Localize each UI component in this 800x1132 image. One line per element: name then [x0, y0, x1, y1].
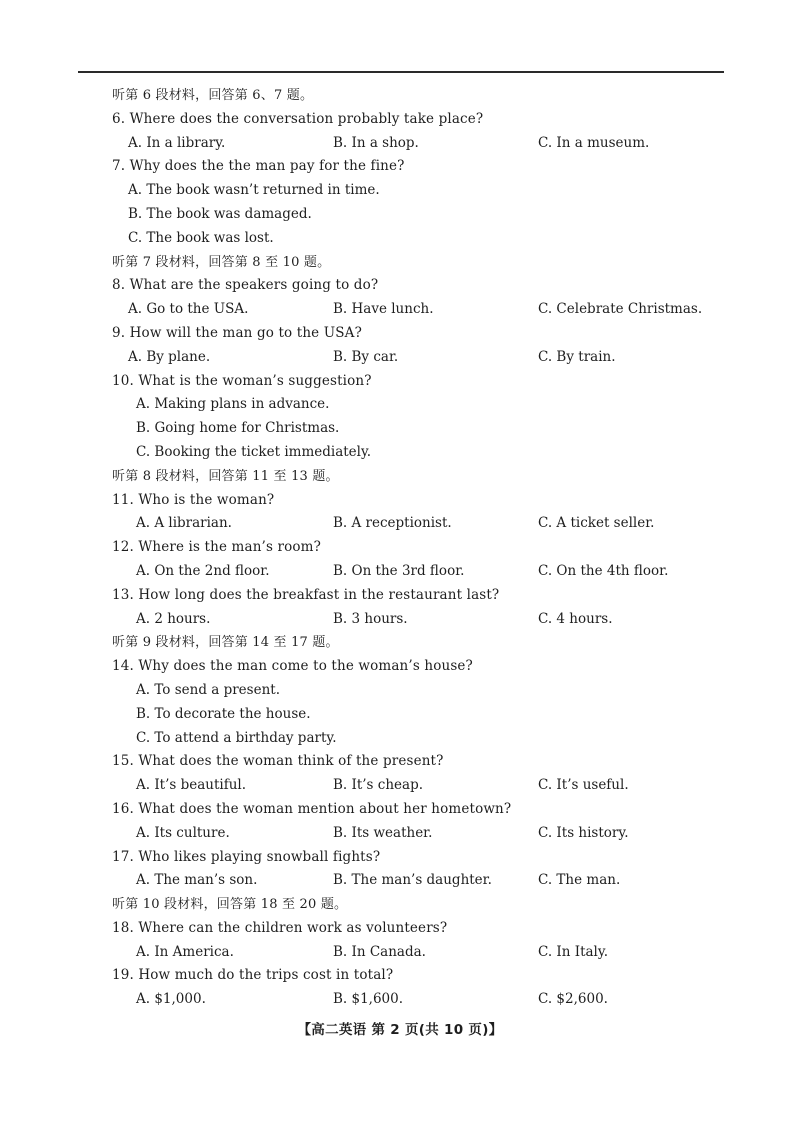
- page-footer: 【高二英语 第 2 页(共 10 页)】: [297, 1022, 503, 1038]
- option-11b: B. A receptionist.: [333, 515, 452, 532]
- question-11: 11. Who is the woman?: [112, 491, 275, 508]
- option-9a: A. By plane.: [128, 348, 211, 365]
- options-row-18: [112, 941, 712, 965]
- option-18a: A. In America.: [136, 943, 234, 960]
- options-row-6: [112, 132, 712, 156]
- option-6c: C. In a museum.: [538, 134, 650, 151]
- option-19b: B. $1,600.: [333, 991, 404, 1008]
- question-14: 14. Why does the man come to the woman’s house?: [112, 658, 473, 675]
- option-15a: A. It’s beautiful.: [136, 777, 247, 794]
- question-10: 10. What is the woman’s suggestion?: [112, 372, 372, 389]
- section-heading-7: 听第 7 段材料，回答第 8 至 10 题。: [112, 254, 331, 270]
- option-15c: C. It’s useful.: [538, 777, 629, 794]
- options-row-8: [112, 298, 712, 322]
- question-8: 8. What are the speakers going to do?: [112, 277, 379, 294]
- exam-content: [112, 84, 712, 1012]
- option-14c: C. To attend a birthday party.: [136, 729, 337, 746]
- section-heading-6: 听第 6 段材料，回答第 6、7 题。: [112, 88, 314, 103]
- option-13b: B. 3 hours.: [333, 610, 408, 627]
- question-9: 9. How will the man go to the USA?: [112, 324, 362, 341]
- option-13a: A. 2 hours.: [136, 610, 211, 627]
- question-15: 15. What does the woman think of the present?: [112, 753, 444, 770]
- question-7: 7. Why does the the man pay for the fine?: [112, 158, 405, 175]
- options-row-19: [112, 988, 712, 1012]
- options-row-16: [112, 822, 712, 846]
- option-16c: C. Its history.: [538, 824, 629, 841]
- option-17c: C. The man.: [538, 872, 621, 889]
- options-row-9: [112, 346, 712, 370]
- options-row-15: [112, 774, 712, 798]
- option-8c: C. Celebrate Christmas.: [538, 301, 703, 318]
- option-9c: C. By train.: [538, 348, 616, 365]
- option-11a: A. A librarian.: [136, 515, 232, 532]
- option-19c: C. $2,600.: [538, 991, 608, 1008]
- option-12a: A. On the 2nd floor.: [136, 562, 270, 579]
- option-15b: B. It’s cheap.: [333, 777, 423, 794]
- question-16: 16. What does the woman mention about her hometown?: [112, 800, 512, 817]
- option-13c: C. 4 hours.: [538, 610, 613, 627]
- options-row-12: [112, 560, 712, 584]
- option-8a: A. Go to the USA.: [128, 301, 249, 318]
- option-19a: A. $1,000.: [136, 991, 206, 1008]
- option-12c: C. On the 4th floor.: [538, 562, 669, 579]
- option-17b: B. The man’s daughter.: [333, 872, 492, 889]
- option-6b: B. In a shop.: [333, 134, 419, 151]
- question-17: 17. Who likes playing snowball fights?: [112, 848, 381, 865]
- question-19: 19. How much do the trips cost in total?: [112, 967, 394, 984]
- question-18: 18. Where can the children work as volunteers?: [112, 919, 448, 936]
- option-14a: A. To send a present.: [136, 681, 281, 698]
- option-17a: A. The man’s son.: [136, 872, 258, 889]
- option-12b: B. On the 3rd floor.: [333, 562, 465, 579]
- options-row-17: [112, 869, 712, 893]
- question-12: 12. Where is the man’s room?: [112, 539, 321, 556]
- option-10a: A. Making plans in advance.: [136, 396, 330, 413]
- question-6: 6. Where does the conversation probably take place?: [112, 110, 484, 127]
- option-10b: B. Going home for Christmas.: [136, 420, 340, 437]
- option-18c: C. In Italy.: [538, 943, 608, 960]
- option-7c: C. The book was lost.: [128, 229, 274, 246]
- section-heading-10: 听第 10 段材料，回答第 18 至 20 题。: [112, 897, 348, 913]
- top-rule: [78, 71, 724, 73]
- option-16b: B. Its weather.: [333, 824, 433, 841]
- option-16a: A. Its culture.: [136, 824, 230, 841]
- option-11c: C. A ticket seller.: [538, 515, 655, 532]
- option-8b: B. Have lunch.: [333, 301, 434, 318]
- option-18b: B. In Canada.: [333, 943, 426, 960]
- option-7a: A. The book wasn’t returned in time.: [128, 182, 380, 199]
- section-heading-8: 听第 8 段材料，回答第 11 至 13 题。: [112, 468, 339, 484]
- option-7b: B. The book was damaged.: [128, 205, 312, 222]
- options-row-11: [112, 512, 712, 536]
- question-13: 13. How long does the breakfast in the restaurant last?: [112, 586, 500, 603]
- option-9b: B. By car.: [333, 348, 399, 365]
- option-6a: A. In a library.: [128, 134, 226, 151]
- option-10c: C. Booking the ticket immediately.: [136, 443, 372, 460]
- options-row-13: [112, 608, 712, 632]
- option-14b: B. To decorate the house.: [136, 705, 311, 722]
- section-heading-9: 听第 9 段材料，回答第 14 至 17 题。: [112, 635, 339, 651]
